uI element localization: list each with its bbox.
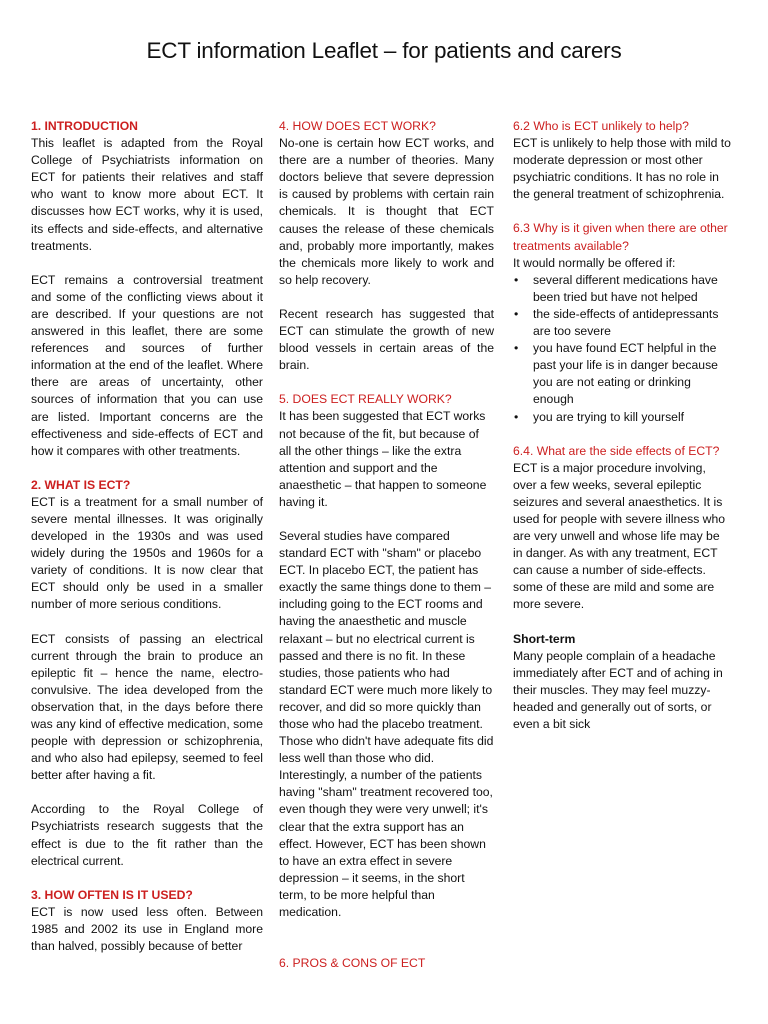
list-item-text: several different medications have been tried but have not helped: [533, 272, 718, 304]
column-right: [513, 118, 731, 733]
bullet-list: [513, 272, 731, 426]
section-heading-how-does-ect-work: 4. HOW DOES ECT WORK?: [279, 119, 436, 133]
list-item: [513, 272, 731, 306]
paragraph: It has been suggested that ECT works not because of the fit, but because of all the other things – like the extra attention and support and the anaesthetic – that happen to someone having it.: [279, 409, 487, 509]
section-heading-introduction: 1. INTRODUCTION: [31, 119, 138, 133]
section-heading-pros-cons: 6. PROS & CONS OF ECT: [279, 956, 426, 971]
bullet-icon: •: [514, 409, 519, 424]
paragraph: ECT is now used less often. Between 1985 and 2002 its use in England more than halved, possibly because of better: [31, 904, 263, 954]
paragraph: ECT is a treatment for a small number of severe mental illnesses. It was originally developed in the 1930s and was used widely during the 1950s and 1960s for a variety of conditions. It is now clear that ECT should only be used in a smaller number of more serious conditions.: [31, 494, 263, 612]
paragraph: No-one is certain how ECT works, and there are a number of theories. Many doctors believe that severe depression is caused by problems with certain rain chemicals. It is thought that ECT causes the release of these chemicals and, probably more importantly, makes the chemicals more likely to work and so help recovery.: [279, 136, 494, 287]
list-item: [513, 340, 731, 408]
list-item-text: the side-effects of antidepressants are too severe: [533, 306, 719, 339]
section-heading-does-ect-work: 5. DOES ECT REALLY WORK?: [279, 392, 452, 407]
section-heading-side-effects: 6.4. What are the side effects of ECT?: [513, 443, 720, 458]
column-left: [31, 118, 263, 955]
section-heading-why-given: 6.3 Why is it given when there are other treatments available?: [513, 221, 728, 253]
subheading-short-term: Short-term: [513, 631, 576, 646]
paragraph: Many people complain of a headache immediately after ECT and of aching in their muscles. They may feel muzzy-headed and generally out of sorts, or even a bit sick: [513, 648, 723, 731]
list-item: [513, 409, 731, 426]
section-heading-what-is-ect: 2. WHAT IS ECT?: [31, 477, 131, 492]
section-heading-how-often: 3. HOW OFTEN IS IT USED?: [31, 887, 193, 902]
page-title: ECT information Leaflet – for patients and carers: [146, 38, 622, 63]
section-heading-unlikely-to-help: 6.2 Who is ECT unlikely to help?: [513, 119, 689, 133]
column-middle: [279, 118, 494, 972]
paragraph: ECT consists of passing an electrical current through the brain to produce an epileptic fit – hence the name, electro-convulsive. The idea developed from the observation that, in the days before there was any kind of effective medication, some people with depression or schizophrenia, and who also had epilepsy, seemed to feel better after having a fit.: [31, 631, 263, 783]
paragraph: Recent research has suggested that ECT can stimulate the growth of new blood vessels in certain areas of the brain.: [279, 306, 494, 373]
paragraph: ECT remains a controversial treatment and some of the conflicting views about it are described. If your questions are not answered in this leaflet, there are some references and sources of further information at the end of the leaflet. Where there are areas of uncertainty, other sources of information that you can use are listed. Important concerns are the effectiveness and side-effects of ECT and how it compares with other treatments.: [31, 272, 263, 458]
paragraph: ECT is unlikely to help those with mild to moderate depression or most other psychiatric conditions. It has no role in the general treatment of schizophrenia.: [513, 136, 731, 202]
paragraph: This leaflet is adapted from the Royal College of Psychiatrists information on ECT for patients their relatives and staff who want to know more about ECT. It discusses how ECT works, why it is used, its effects and side-effects, and alternative treatments.: [31, 136, 263, 253]
paragraph: ECT is a major procedure involving, over a few weeks, several epileptic seizures and several anaesthetics. It is used for people with severe illness who are very unwell and whose life may be in danger. As with any treatment, ECT can cause a number of side-effects. some of these are mild and some are more severe.: [513, 460, 726, 612]
bullet-icon: •: [514, 272, 519, 287]
list-item: [513, 306, 731, 340]
paragraph: Several studies have compared standard ECT with "sham" or placebo ECT. In placebo ECT, the patient has exactly the same things done to them – including going to the ECT rooms and having the anaesthetic and muscle relaxant – but no electrical current is passed and there is no fit. In these studies, those patients who had standard ECT were much more likely to recover, and did so more quickly than those who had the placebo treatment. Those who didn't have adequate fits did less well than those who did. Interestingly, a number of the patients having "sham" treatment recovered too, even though they were very unwell; it's clear that the extra support has an effect. However, ECT has been shown to have an extra effect in severe depression – it seems, in the short term, to be more helpful than medication.: [279, 528, 494, 920]
list-item-text: you are trying to kill yourself: [533, 409, 685, 424]
list-item-text: you have found ECT helpful in the past your life is in danger because you are not eating or drinking enough: [533, 341, 718, 407]
bullet-icon: •: [514, 306, 519, 321]
paragraph: It would normally be offered if:: [513, 255, 676, 270]
bullet-icon: •: [514, 341, 519, 356]
paragraph: According to the Royal College of Psychiatrists research suggests that the effect is due to the fit rather than the electrical current.: [31, 802, 263, 868]
